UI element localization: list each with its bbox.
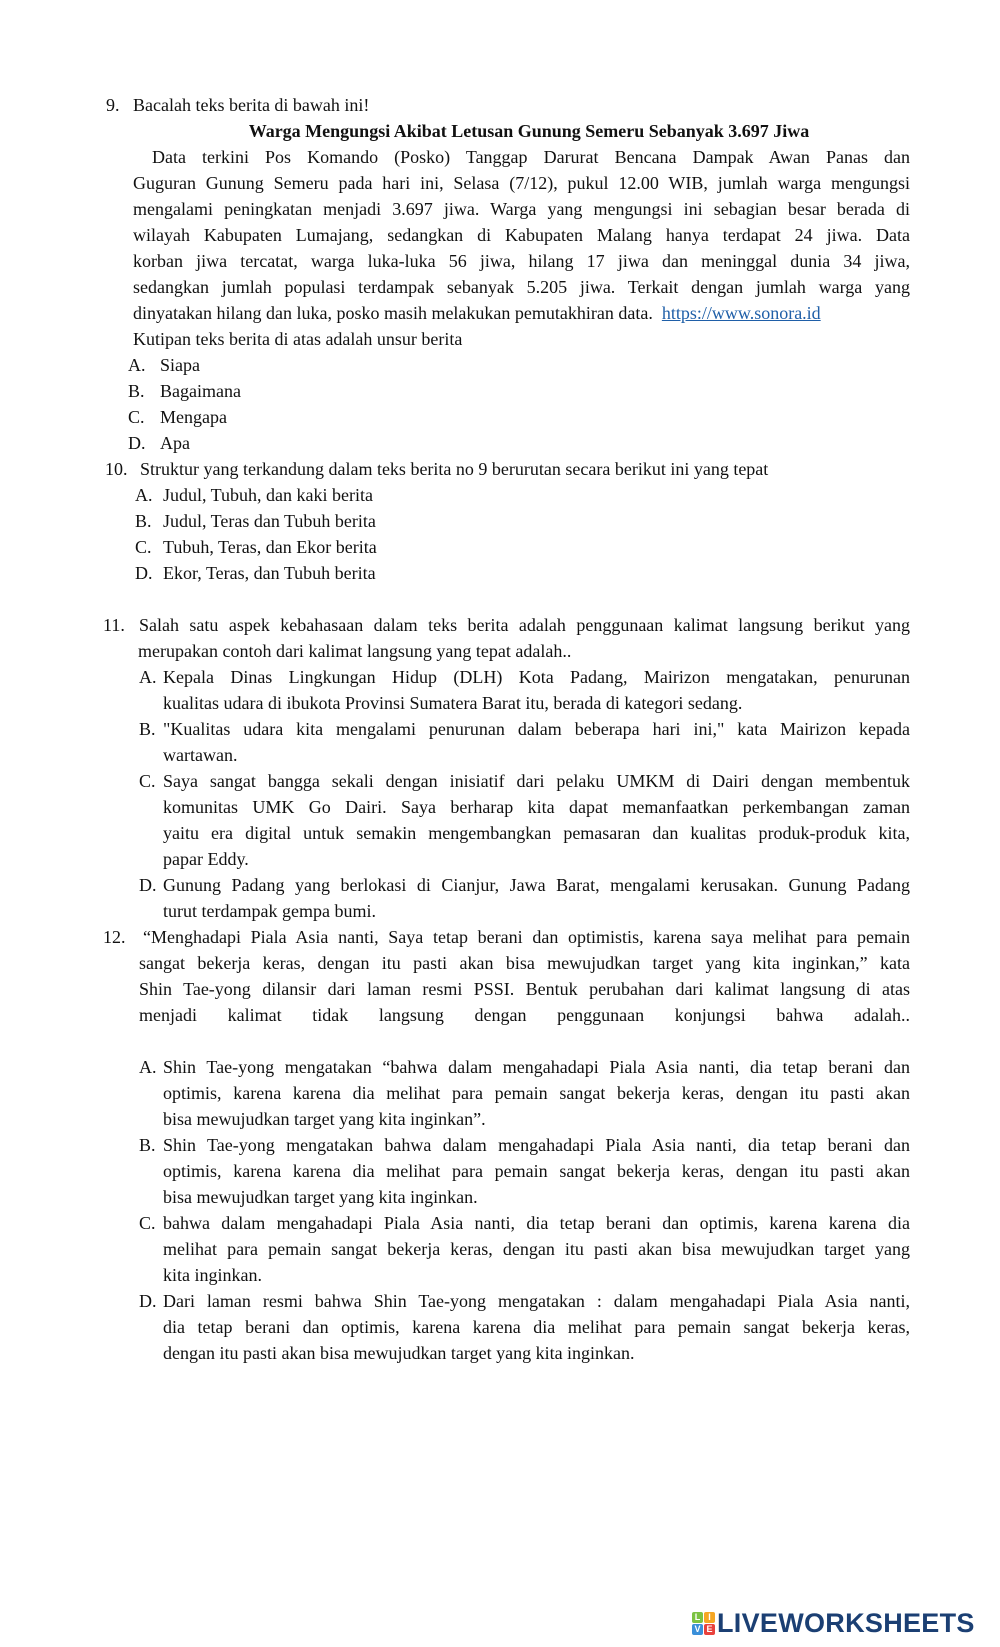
option-a-text[interactable]: Siapa [160, 355, 200, 375]
liveworksheets-logo [692, 1609, 975, 1637]
question-number: 10. [105, 459, 128, 479]
question-stem-line: sangat bekerja keras, dengan itu pasti akan bisa mewujudkan target yang kita inginkan,” kata [139, 953, 910, 973]
question-stem-line: Bacalah teks berita di bawah ini! [133, 95, 370, 115]
question-stem-line: Shin Tae-yong dilansir dari laman resmi PSSI. Bentuk perubahan dari kalimat langsung di atas [139, 979, 910, 999]
article-paragraph-line: sedangkan jumlah populasi terdampak sebanyak 5.205 jiwa. Terkait dengan jumlah warga yang [133, 277, 910, 297]
option-letter-c[interactable]: C. [135, 537, 152, 557]
option-c-text[interactable]: melihat para pemain sangat bekerja keras, dengan itu pasti akan bisa mewujudkan target yang [163, 1239, 910, 1259]
option-d-text[interactable]: dia tetap berani dan optimis, karena karena dia melihat para pemain sangat bekerja keras, [163, 1317, 910, 1337]
article-title: Warga Mengungsi Akibat Letusan Gunung Semeru Sebanyak 3.697 Jiwa [248, 121, 810, 141]
question-prompt-line: Kutipan teks berita di atas adalah unsur berita [133, 329, 463, 349]
option-letter-a[interactable]: A. [139, 667, 157, 687]
article-paragraph-line: wilayah Kabupaten Lumajang, sedangkan di Kabupaten Malang hanya terdapat 24 jiwa. Data [133, 225, 910, 245]
option-d-text[interactable]: Gunung Padang yang berlokasi di Cianjur, Jawa Barat, mengalami kerusakan. Gunung Padang [163, 875, 910, 895]
article-paragraph-line: Data terkini Pos Komando (Posko) Tanggap Darurat Bencana Dampak Awan Panas dan [152, 147, 910, 167]
option-letter-a[interactable]: A. [128, 355, 146, 375]
question-stem-line: merupakan contoh dari kalimat langsung yang tepat adalah.. [138, 641, 572, 661]
option-c-text[interactable]: kita inginkan. [163, 1265, 262, 1285]
option-letter-c[interactable]: C. [139, 1213, 156, 1233]
option-b-text[interactable]: Bagaimana [160, 381, 241, 401]
option-letter-d[interactable]: D. [128, 433, 146, 453]
logo-block-e: E [704, 1624, 715, 1635]
question-number: 9. [106, 95, 120, 115]
logo-block-v: V [692, 1624, 703, 1635]
option-c-text[interactable]: yaitu era digital untuk semakin mengembangkan pemasaran dan kualitas produk-produk kita, [163, 823, 910, 843]
article-paragraph-line: korban jiwa tercatat, warga luka-luka 56 jiwa, hilang 17 jiwa dan meninggal dunia 34 jiwa, [133, 251, 910, 271]
option-a-text[interactable]: bisa mewujudkan target yang kita inginkan”. [163, 1109, 486, 1129]
option-letter-d[interactable]: D. [139, 1291, 157, 1311]
option-letter-b[interactable]: B. [135, 511, 152, 531]
option-letter-c[interactable]: C. [139, 771, 156, 791]
option-letter-d[interactable]: D. [135, 563, 153, 583]
question-stem-line: menjadi kalimat tidak langsung dengan penggunaan konjungsi bahwa adalah.. [139, 1005, 910, 1025]
option-d-text[interactable]: Dari laman resmi bahwa Shin Tae-yong mengatakan : dalam mengahadapi Piala Asia nanti, [163, 1291, 910, 1311]
option-d-text[interactable]: dengan itu pasti akan bisa mewujudkan target yang kita inginkan. [163, 1343, 635, 1363]
option-letter-b[interactable]: B. [139, 1135, 156, 1155]
question-number: 12. [103, 927, 126, 947]
option-b-text[interactable]: Shin Tae-yong mengatakan bahwa dalam mengahadapi Piala Asia nanti, dia tetap berani dan [163, 1135, 910, 1155]
option-letter-b[interactable]: B. [139, 719, 156, 739]
logo-block-l: L [692, 1612, 703, 1623]
source-link[interactable]: https://www.sonora.id [661, 303, 821, 323]
option-a-text[interactable]: kualitas udara di ibukota Provinsi Sumatera Barat itu, berada di kategori sedang. [163, 693, 743, 713]
option-b-text[interactable]: optimis, karena karena dia melihat para pemain sangat bekerja keras, dengan itu pasti akan [163, 1161, 910, 1181]
option-b-text[interactable]: bisa mewujudkan target yang kita inginkan. [163, 1187, 478, 1207]
article-paragraph-line: Guguran Gunung Semeru pada hari ini, Selasa (7/12), pukul 12.00 WIB, jumlah warga mengungsi [133, 173, 910, 193]
option-letter-b[interactable]: B. [128, 381, 145, 401]
option-a-text[interactable]: Kepala Dinas Lingkungan Hidup (DLH) Kota Padang, Mairizon mengatakan, penurunan [163, 667, 910, 687]
question-stem-line: Struktur yang terkandung dalam teks berita no 9 berurutan secara berikut ini yang tepat [140, 459, 769, 479]
article-paragraph-text: dinyatakan hilang dan luka, posko masih melakukan pemutakhiran data. [133, 303, 653, 323]
option-c-text[interactable]: Saya sangat bangga sekali dengan inisiatif dari pelaku UMKM di Dairi dengan membentuk [163, 771, 910, 791]
option-b-text[interactable]: wartawan. [163, 745, 238, 765]
option-b-text[interactable]: Judul, Teras dan Tubuh berita [163, 511, 376, 531]
option-letter-a[interactable]: A. [135, 485, 153, 505]
live-blocks-icon [692, 1612, 715, 1635]
option-a-text[interactable]: Shin Tae-yong mengatakan “bahwa dalam mengahadapi Piala Asia nanti, dia tetap berani dan [163, 1057, 910, 1077]
option-d-text[interactable]: turut terdampak gempa bumi. [163, 901, 376, 921]
article-paragraph-line [133, 300, 821, 326]
option-d-text[interactable]: Ekor, Teras, dan Tubuh berita [163, 563, 376, 583]
question-number: 11. [103, 615, 125, 635]
option-a-text[interactable]: optimis, karena karena dia melihat para pemain sangat bekerja keras, dengan itu pasti akan [163, 1083, 910, 1103]
option-c-text[interactable]: Mengapa [160, 407, 227, 427]
option-letter-c[interactable]: C. [128, 407, 145, 427]
option-b-text[interactable]: "Kualitas udara kita mengalami penurunan dalam beberapa hari ini," kata Mairizon kepada [163, 719, 910, 739]
option-letter-d[interactable]: D. [139, 875, 157, 895]
logo-block-i: I [704, 1612, 715, 1623]
option-c-text[interactable]: komunitas UMK Go Dairi. Saya berharap kita dapat memanfaatkan perkembangan zaman [163, 797, 910, 817]
option-letter-a[interactable]: A. [139, 1057, 157, 1077]
logo-text: LIVEWORKSHEETS [717, 1607, 975, 1638]
option-c-text[interactable]: bahwa dalam mengahadapi Piala Asia nanti, dia tetap berani dan optimis, karena karena dia [163, 1213, 910, 1233]
option-d-text[interactable]: Apa [160, 433, 190, 453]
article-paragraph-line: mengalami peningkatan menjadi 3.697 jiwa. Warga yang mengungsi ini sebagian besar berada di [133, 199, 910, 219]
question-stem-line: “Menghadapi Piala Asia nanti, Saya tetap berani dan optimistis, karena saya melihat para pemain [143, 927, 910, 947]
option-c-text[interactable]: papar Eddy. [163, 849, 249, 869]
option-c-text[interactable]: Tubuh, Teras, dan Ekor berita [163, 537, 377, 557]
question-stem-line: Salah satu aspek kebahasaan dalam teks berita adalah penggunaan kalimat langsung berikut yang [139, 615, 910, 635]
option-a-text[interactable]: Judul, Tubuh, dan kaki berita [163, 485, 373, 505]
